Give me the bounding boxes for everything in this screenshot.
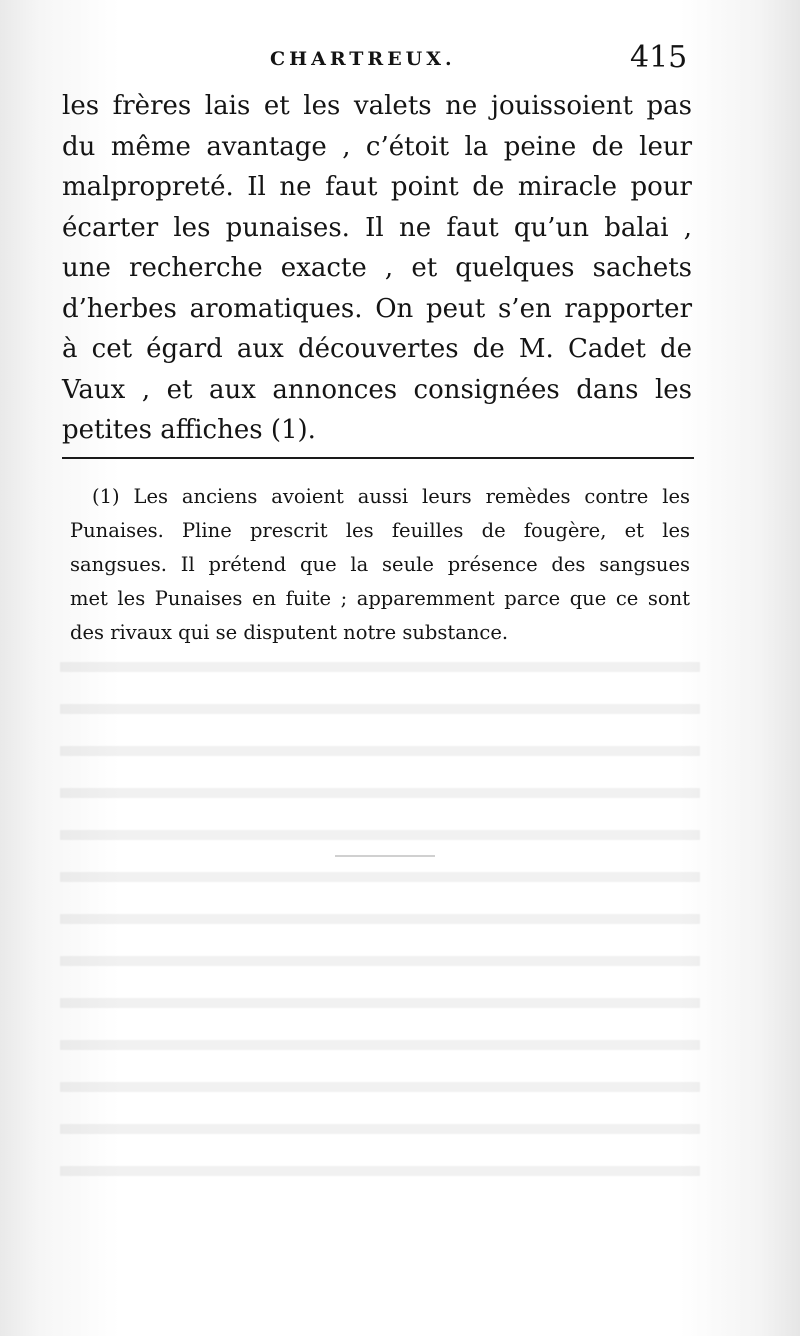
body-line: écarter les punaises. Il ne faut qu’un balai , xyxy=(62,212,692,243)
body-line: petites affiches (1). xyxy=(62,415,316,445)
body-line: du même avantage , c’étoit la peine de leur xyxy=(62,131,692,162)
footnote-line: des rivaux qui se disputent notre substance. xyxy=(70,621,509,644)
footnote-line: (1) Les anciens avoient aussi leurs remèdes contre les xyxy=(92,485,690,508)
body-paragraph xyxy=(62,86,692,451)
body-line: d’herbes aromatiques. On peut s’en rapporter xyxy=(62,293,692,324)
footnote-line: Punaises. Pline prescrit les feuilles de fougère, et les xyxy=(70,519,690,542)
running-title: CHARTREUX. xyxy=(270,48,456,70)
show-through-texture xyxy=(60,640,700,1200)
footnote-divider xyxy=(62,457,694,459)
body-line: les frères lais et les valets ne jouissoient pas xyxy=(62,91,692,121)
running-head xyxy=(0,40,800,80)
footnote xyxy=(70,480,690,650)
show-through-rule xyxy=(335,855,435,857)
footnote-line: sangsues. Il prétend que la seule présence des sangsues xyxy=(70,553,690,576)
body-line: Vaux , et aux annonces consignées dans les xyxy=(62,374,692,405)
body-line: une recherche exacte , et quelques sachets xyxy=(62,253,692,283)
footnote-line: met les Punaises en fuite ; apparemment parce que ce sont xyxy=(70,587,690,610)
body-line: à cet égard aux découvertes de M. Cadet de xyxy=(62,334,692,364)
body-line: malpropreté. Il ne faut point de miracle pour xyxy=(62,172,692,202)
page-number: 415 xyxy=(630,40,688,75)
